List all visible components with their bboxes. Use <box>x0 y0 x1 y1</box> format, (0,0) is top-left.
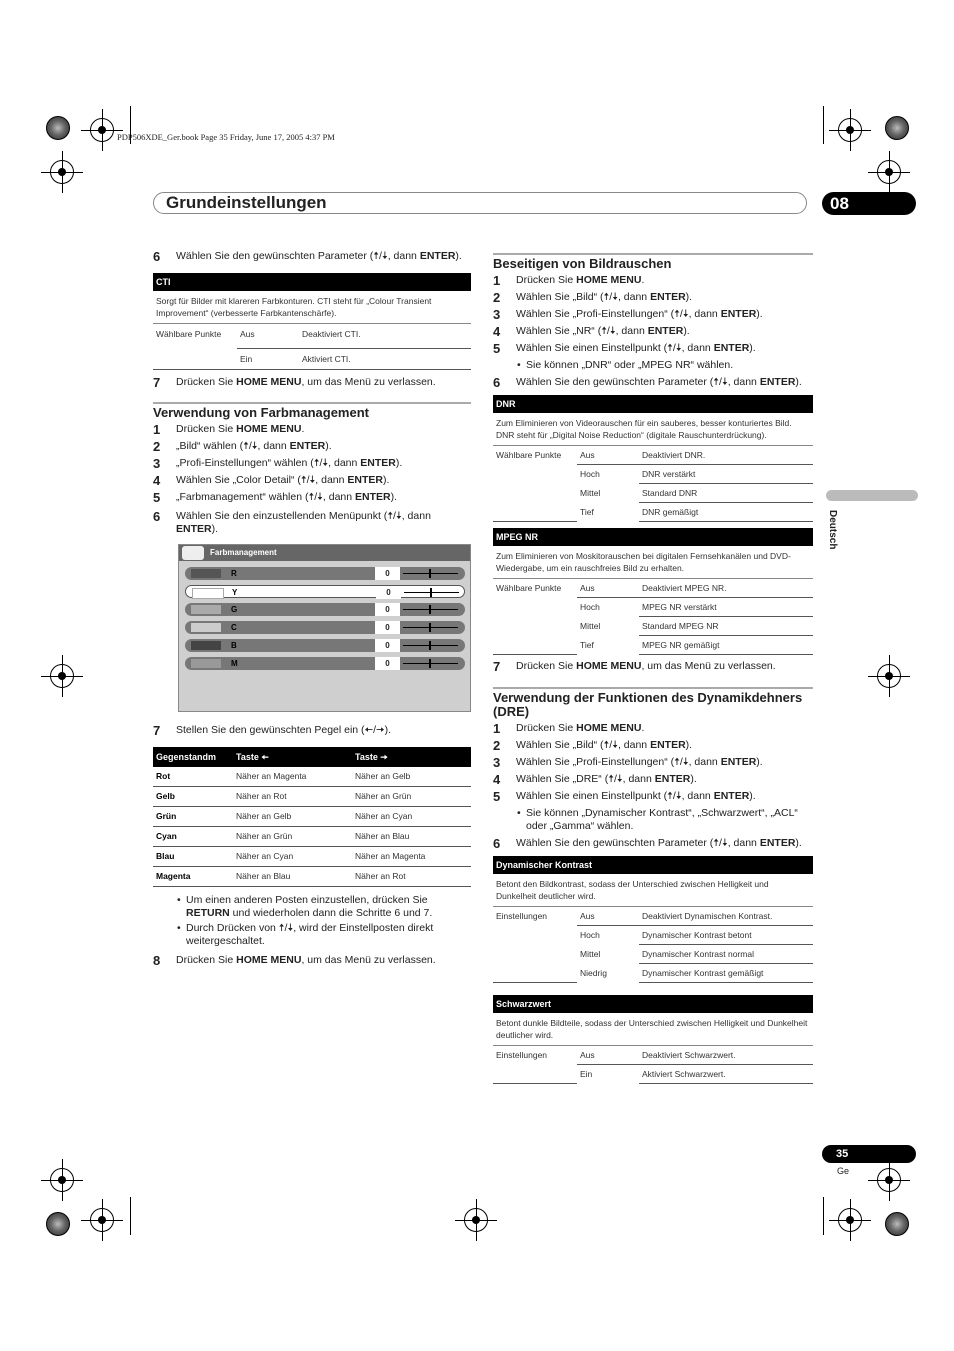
schwarz-options-table: Einstellungen Aus Deaktiviert Schwarzwert. Ein Aktiviert Schwarzwert. <box>493 1046 813 1084</box>
up-down-arrows-icon: 🠅/🠇 <box>603 291 618 303</box>
left-column <box>153 250 471 971</box>
level-slider <box>403 663 458 664</box>
page-header <box>153 192 807 214</box>
section-divider <box>493 253 813 255</box>
nr-step-2: 2 Wählen Sie „Bild“ (🠅/🠇, dann ENTER). <box>493 290 693 305</box>
bullet-arrows: • Durch Drücken von 🠅/🠇, wird der Einstellposten direkt weitergeschaltet. <box>153 922 471 948</box>
cti-heading: CTI <box>153 273 471 291</box>
right-column <box>493 253 813 1084</box>
registration-disc <box>46 1212 70 1236</box>
registration-disc <box>46 116 70 140</box>
farb-row-b: B 0 <box>185 639 465 652</box>
dyn-contrast-box: Dynamischer Kontrast Betont den Bildkontrast, sodass der Unterschied zwischen Helligkeit und Dunkelheit deutlicher wird. Einstellungen Aus Deaktiviert Dynamischen Kontrast. Hoch Dynamischer Kontrast betont Mittel Dynamischer Kontrast normal Niedrig Dynamischer Kontrast gemäßigt <box>493 856 813 983</box>
farb-row-c: C 0 <box>185 621 465 634</box>
crosshair-mark <box>50 160 74 184</box>
page-number: 35 <box>822 1145 916 1163</box>
crop-mark <box>130 1197 131 1235</box>
bullet-return: • Um einen anderen Posten einzustellen, drücken Sie RETURN und wiederholen dann die Schritte 6 und 7. <box>153 894 471 920</box>
color-adjust-table: Gegenstandm Taste 🠄 Taste 🠆 Rot Näher an Magenta Näher an Gelb Gelb Näher an Rot Näher an Grün Grün Näher an Gelb Näher an Cyan Cyan Näher an Grün Näher an Blau Blau Näher an Cyan Näher an Magenta Magenta Näher an Blau Näher an Rot <box>153 747 471 887</box>
nr-step-7: 7 Drücken Sie HOME MENU, um das Menü zu verlassen. <box>493 659 776 674</box>
color-swatch <box>191 623 221 632</box>
bullet-dre: • Sie können „Dynamischer Kontrast“, „Schwarzwert“, „ACL“ oder „Gamma“ wählen. <box>493 807 813 833</box>
level-slider <box>403 645 458 646</box>
level-slider <box>403 627 458 628</box>
up-down-arrows-icon: 🠅/🠇 <box>674 756 689 768</box>
bullet-nr: • Sie können „DNR“ oder „MPEG NR“ wählen. <box>493 359 813 372</box>
step-7: 7 Drücken Sie HOME MENU, um das Menü zu verlassen. <box>153 375 436 390</box>
dre-step-6: 6 Wählen Sie den gewünschten Parameter (🠅/🠇, dann ENTER). <box>493 836 802 851</box>
up-down-arrows-icon: 🠅/🠇 <box>713 376 728 388</box>
dnr-box: DNR Zum Eliminieren von Videorauschen für ein sauberes, besser konturiertes Bild. DNR steht für „Digital Noise Reduction“ (digitale Rauschunterdrückung). Wählbare Punkte Aus Deaktiviert DNR. Hoch DNR verstärkt Mittel Standard DNR Tief DNR gemäßigt <box>493 395 813 522</box>
dre-step-1: 1 Drücken Sie HOME MENU. <box>493 721 645 736</box>
up-down-arrows-icon: 🠅/🠇 <box>608 773 623 785</box>
dre-step-4: 4 Wählen Sie „DRE“ (🠅/🠇, dann ENTER). <box>493 772 697 787</box>
color-swatch <box>191 659 221 668</box>
farb-step-4: 4 Wählen Sie „Color Detail“ (🠅/🠇, dann ENTER). <box>153 473 390 488</box>
schwarzwert-box: Schwarzwert Betont dunkle Bildteile, sodass der Unterschied zwischen Helligkeit und Dunkelheit deutlicher wird. Einstellungen Aus Deaktiviert Schwarzwert. Ein Aktiviert Schwarzwert. <box>493 995 813 1084</box>
up-down-arrows-icon: 🠅/🠇 <box>667 790 682 802</box>
up-down-arrows-icon: 🠅/🠇 <box>300 474 316 486</box>
dyn-options-table: Einstellungen Aus Deaktiviert Dynamischen Kontrast. Hoch Dynamischer Kontrast betont Mittel Dynamischer Kontrast normal Niedrig Dynamischer Kontrast gemäßigt <box>493 907 813 983</box>
nr-step-5: 5 Wählen Sie einen Einstellpunkt (🠅/🠇, dann ENTER). <box>493 341 756 356</box>
mpeg-nr-box: MPEG NR Zum Eliminieren von Moskitorauschen bei digitalen Fernsehkanälen und DVD-Wiedergabe, um ein rauschfreies Bild zu erhalten. Wählbare Punkte Aus Deaktiviert MPEG NR. Hoch MPEG NR verstärkt Mittel Standard MPEG NR Tief MPEG NR gemäßigt <box>493 528 813 655</box>
nr-step-1: 1 Drücken Sie HOME MENU. <box>493 273 645 288</box>
farb-row-y: Y 0 <box>185 585 465 598</box>
language-code: Ge <box>837 1166 850 1176</box>
farbmanagement-title: Verwendung von Farbmanagement <box>153 405 369 420</box>
farb-row-m: M 0 <box>185 657 465 670</box>
registration-disc <box>885 1212 909 1236</box>
section-divider <box>493 687 813 689</box>
cti-description: Sorgt für Bilder mit klareren Farbkonturen. CTI steht für „Colour Transient Improvement“ (verbesserte Farbkantenschärfe). <box>153 291 471 324</box>
screen-title-bar: Farbmanagement <box>179 545 470 561</box>
up-down-arrows-icon: 🠅/🠇 <box>278 922 294 934</box>
farb-step-3: 3 „Profi-Einstellungen“ wählen (🠅/🠇, dann ENTER). <box>153 456 403 471</box>
crosshair-mark <box>877 160 901 184</box>
cti-box <box>153 273 471 370</box>
up-down-arrows-icon: 🠅/🠇 <box>243 440 258 452</box>
chapter-number: 08 <box>822 192 916 215</box>
cti-options-table: Wählbare Punkte Aus Deaktiviert CTI. Ein Aktiviert CTI. <box>153 324 471 370</box>
crop-mark <box>823 1197 824 1235</box>
up-down-arrows-icon: 🠅/🠇 <box>667 342 682 354</box>
table-row: Rot Näher an Magenta Näher an Gelb <box>153 767 471 787</box>
farbmanagement-screen <box>178 544 471 712</box>
table-row: Magenta Näher an Blau Näher an Rot <box>153 867 471 887</box>
farb-row-g: G 0 <box>185 603 465 616</box>
mpeg-options-table: Wählbare Punkte Aus Deaktiviert MPEG NR. Hoch MPEG NR verstärkt Mittel Standard MPEG NR Tief MPEG NR gemäßigt <box>493 579 813 655</box>
farb-step-8: 8 Drücken Sie HOME MENU, um das Menü zu verlassen. <box>153 953 436 968</box>
file-info: PDP506XDE_Ger.book Page 35 Friday, June 17, 2005 4:37 PM <box>117 132 335 142</box>
farb-step-6: 6 Wählen Sie den einzustellenden Menüpunkt (🠅/🠇, dann ENTER). <box>153 509 431 535</box>
table-row: Gelb Näher an Rot Näher an Grün <box>153 787 471 807</box>
color-swatch <box>191 641 221 650</box>
crosshair-mark <box>90 1208 114 1232</box>
level-slider <box>404 592 459 593</box>
nr-step-6: 6 Wählen Sie den gewünschten Parameter (🠅/🠇, dann ENTER). <box>493 375 802 390</box>
registration-disc <box>885 116 909 140</box>
level-slider <box>403 573 458 574</box>
up-down-arrows-icon: 🠅/🠇 <box>603 739 618 751</box>
color-swatch <box>191 569 221 578</box>
nr-step-4: 4 Wählen Sie „NR“ (🠅/🠇, dann ENTER). <box>493 324 690 339</box>
table-row: Blau Näher an Cyan Näher an Magenta <box>153 847 471 867</box>
color-swatch <box>192 588 224 599</box>
crosshair-mark <box>838 118 862 142</box>
up-down-arrows-icon: 🠅/🠇 <box>713 837 728 849</box>
section-divider <box>153 402 471 404</box>
farb-step-1: 1 Drücken Sie HOME MENU. <box>153 422 305 437</box>
farb-step-7: 7 Stellen Sie den gewünschten Pegel ein (🠄/🠆). <box>153 723 392 738</box>
up-down-arrows-icon: 🠅/🠇 <box>387 510 402 522</box>
table-row: Grün Näher an Gelb Näher an Cyan <box>153 807 471 827</box>
dre-step-3: 3 Wählen Sie „Profi-Einstellungen“ (🠅/🠇, dann ENTER). <box>493 755 763 770</box>
crosshair-mark <box>90 118 114 142</box>
up-down-arrows-icon: 🠅/🠇 <box>308 491 323 503</box>
up-down-arrows-icon: 🠅/🠇 <box>373 250 388 262</box>
color-swatch <box>191 605 221 614</box>
farb-step-5: 5 „Farbmanagement“ wählen (🠅/🠇, dann ENTER). <box>153 490 398 505</box>
crosshair-mark <box>50 1168 74 1192</box>
crosshair-mark <box>877 664 901 688</box>
crosshair-mark <box>464 1208 488 1232</box>
tv-menu-icon <box>182 546 204 560</box>
dnr-options-table: Wählbare Punkte Aus Deaktiviert DNR. Hoch DNR verstärkt Mittel Standard DNR Tief DNR gemäßigt <box>493 446 813 522</box>
nr-step-3: 3 Wählen Sie „Profi-Einstellungen“ (🠅/🠇, dann ENTER). <box>493 307 763 322</box>
farb-step-2: 2 „Bild“ wählen (🠅/🠇, dann ENTER). <box>153 439 332 454</box>
farb-row-r: R 0 <box>185 567 465 580</box>
up-down-arrows-icon: 🠅/🠇 <box>313 457 329 469</box>
crosshair-mark <box>50 664 74 688</box>
up-down-arrows-icon: 🠅/🠇 <box>601 325 616 337</box>
dre-title: Verwendung der Funktionen des Dynamikdehners (DRE) <box>493 690 803 719</box>
table-row: Cyan Näher an Grün Näher an Blau <box>153 827 471 847</box>
left-right-arrows-icon: 🠄/🠆 <box>364 724 385 736</box>
step-6: 6 Wählen Sie den gewünschten Parameter (🠅/🠇, dann ENTER). <box>153 249 462 264</box>
crosshair-mark <box>838 1208 862 1232</box>
level-slider <box>403 609 458 610</box>
dre-step-2: 2 Wählen Sie „Bild“ (🠅/🠇, dann ENTER). <box>493 738 693 753</box>
rauschen-title: Beseitigen von Bildrauschen <box>493 256 672 271</box>
crop-mark <box>823 106 824 144</box>
page-title: Grundeinstellungen <box>166 193 327 212</box>
language-tab <box>826 490 918 501</box>
crosshair-mark <box>877 1168 901 1192</box>
dre-step-5: 5 Wählen Sie einen Einstellpunkt (🠅/🠇, dann ENTER). <box>493 789 756 804</box>
language-label: Deutsch <box>827 510 838 550</box>
up-down-arrows-icon: 🠅/🠇 <box>674 308 689 320</box>
